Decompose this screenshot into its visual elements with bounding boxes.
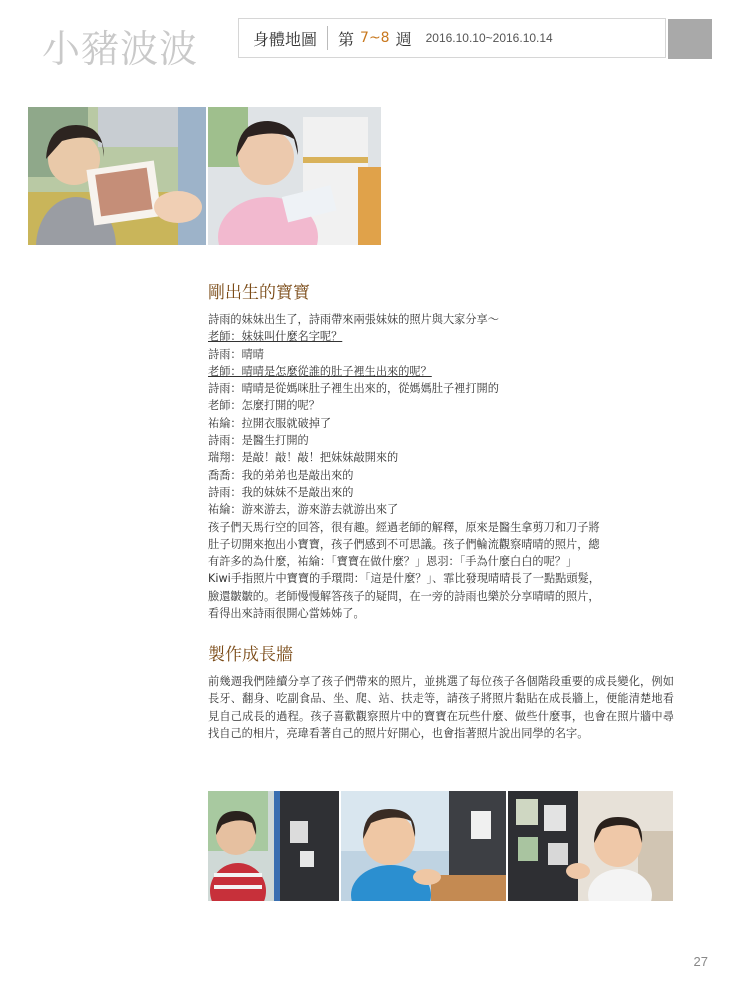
photo-boy-at-photo-wall bbox=[508, 791, 673, 901]
class-name-title: 小豬波波 bbox=[42, 27, 199, 71]
week-suffix: 週 bbox=[395, 29, 412, 49]
dialogue-line: 詩雨：我的妹妹不是敲出來的 bbox=[208, 485, 354, 499]
paragraph-line: 孩子們天馬行空的回答，很有趣。經過老師的解釋，原來是醫生拿剪刀和刀子將 bbox=[208, 520, 600, 534]
section-newborn bbox=[208, 278, 674, 622]
photo-girl-holding-card bbox=[208, 107, 381, 245]
section-title: 身體地圖 bbox=[253, 29, 318, 49]
paragraph-line: 臉還皺皺的。老師慢慢解答孩子的疑問，在一旁的詩雨也樂於分享晴晴的照片， bbox=[208, 589, 600, 603]
paragraph-line: 看得出來詩雨很開心當姊姊了。 bbox=[208, 607, 365, 621]
week-prefix: 第 bbox=[338, 29, 355, 49]
section-growth-wall-title: 製作成長牆 bbox=[208, 645, 293, 665]
photo-boy-smiling bbox=[341, 791, 506, 901]
dialogue-line: 老師：晴晴是怎麼從誰的肚子裡生出來的呢？ bbox=[208, 364, 432, 378]
header-banner bbox=[238, 18, 666, 58]
dialogue-line: 詩雨：是醫生打開的 bbox=[208, 434, 309, 448]
header-divider bbox=[327, 26, 328, 50]
photo-girl-with-baby-photo bbox=[28, 107, 206, 245]
paragraph-line: 肚子切開來抱出小寶寶，孩子們感到不可思議。孩子們輪流觀察晴晴的照片，總 bbox=[208, 537, 600, 551]
dialogue-line: 祐綸：拉開衣服就破掉了 bbox=[208, 416, 332, 430]
dialogue-line: 詩雨的妹妹出生了，詩雨帶來兩張妹妹的照片與大家分享～ bbox=[208, 313, 499, 326]
section-growth-wall bbox=[208, 640, 674, 742]
date-range: 2016.10.10~2016.10.14 bbox=[425, 31, 553, 45]
section-growth-wall-paragraph: 前幾週我們陸續分享了孩子們帶來的照片，並挑選了每位孩子各個階段重要的成長變化，例如長牙、翻身、吃副食品、坐、爬、站、扶走等，請孩子將照片黏貼在成長牆上，便能清楚地看見自己成長的過程。孩子喜歡觀察照片中的寶寶在玩些什麼、做些什麼事，也會在照片牆中尋找自己的相片，亮瑋看著自己的照片好開心，也會指著照片說出同學的名字。 bbox=[208, 675, 674, 740]
header-accent-block bbox=[668, 19, 712, 59]
dialogue-line: 詩雨：晴晴 bbox=[208, 347, 264, 361]
dialogue-line: 老師：妹妹叫什麼名字呢？ bbox=[208, 330, 343, 344]
paragraph-line: 有許多的為什麼，祐綸：「寶寶在做什麼？」恩羽：「手為什麼白白的呢？」 bbox=[208, 555, 578, 569]
dialogue-line: 祐綸：游來游去，游來游去就游出來了 bbox=[208, 503, 399, 517]
photo-boy-at-wall bbox=[208, 791, 339, 901]
section-newborn-title: 剛出生的寶寶 bbox=[208, 283, 310, 303]
paragraph-line: Kiwi手指照片中寶寶的手環問：「這是什麼？」、霏比發現晴晴長了一點點頭髮， bbox=[208, 572, 600, 586]
dialogue-line: 詩雨：晴晴是從媽咪肚子裡生出來的，從媽媽肚子裡打開的 bbox=[208, 382, 499, 396]
page-number: 27 bbox=[693, 954, 708, 969]
dialogue-line: 瑞翔：是敲！敲！敲！把妹妹敲開來的 bbox=[208, 451, 399, 465]
dialogue-line: 喬喬：我的弟弟也是敲出來的 bbox=[208, 468, 354, 482]
week-range: 7~8 bbox=[360, 30, 390, 46]
dialogue-line: 老師：怎麼打開的呢？ bbox=[208, 399, 320, 413]
